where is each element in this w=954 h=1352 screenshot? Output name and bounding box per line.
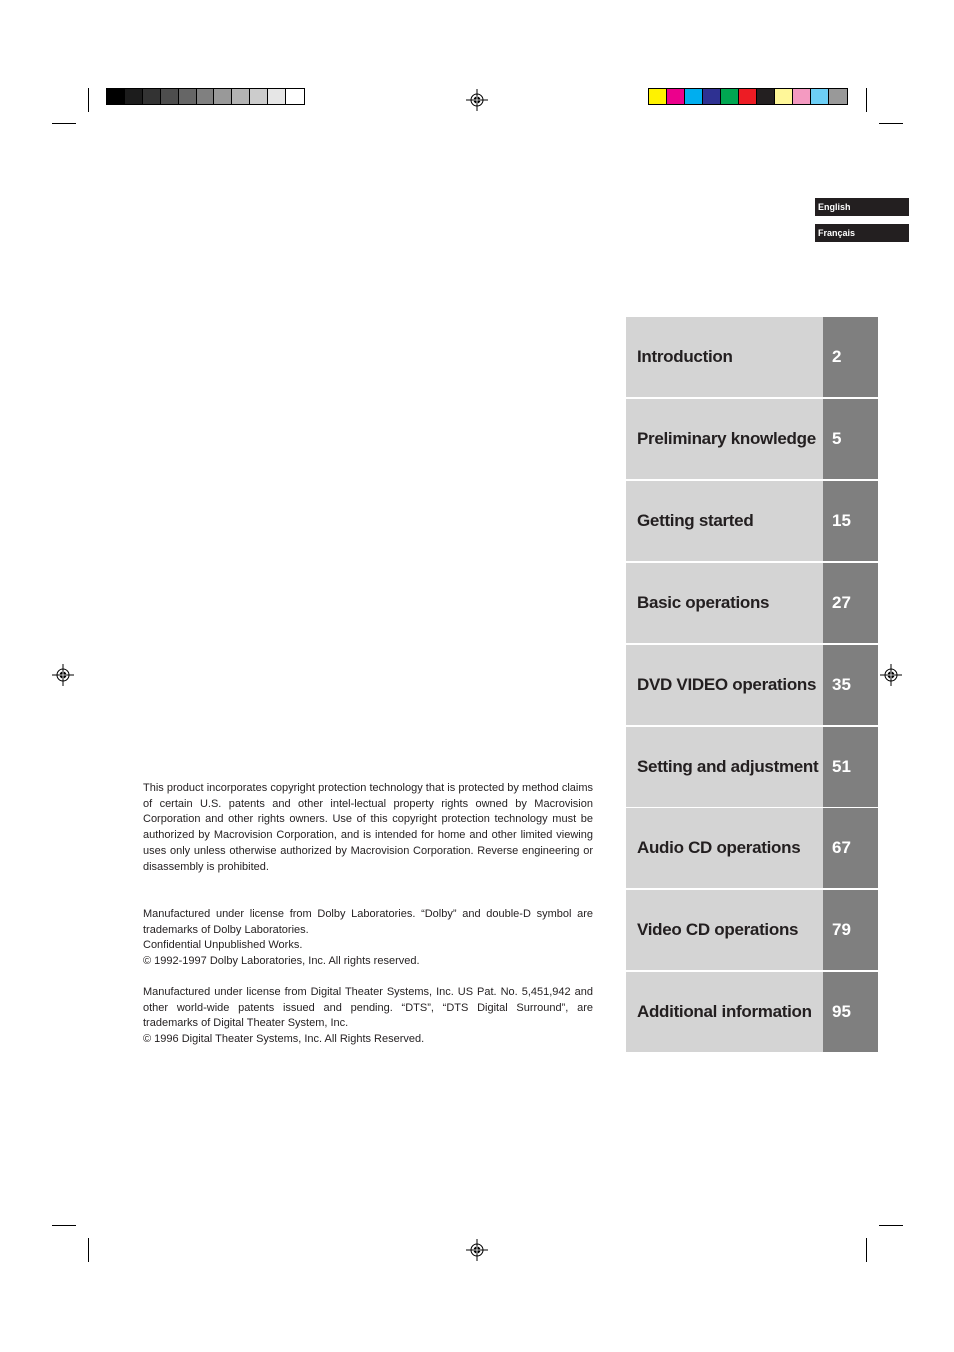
toc-item-title: Preliminary knowledge	[626, 399, 823, 479]
color-swatch	[250, 89, 268, 104]
dolby-notice	[143, 907, 593, 970]
color-swatch	[685, 89, 703, 104]
registration-mark-icon	[880, 664, 902, 686]
toc-item-dvd-video-operations[interactable]	[626, 645, 878, 725]
toc-item-getting-started[interactable]	[626, 481, 878, 561]
toc-item-page: 2	[823, 317, 878, 397]
language-tab-french[interactable]: Français	[815, 224, 909, 242]
color-swatch	[197, 89, 215, 104]
color-swatch	[811, 89, 829, 104]
dts-text: Manufactured under license from Digital Theater Systems, Inc. US Pat. No. 5,451,942 and other world-wide patents issued and pending. “DTS”, “DTS Digital Surround”, are trademarks of Digital Theater System, Inc.	[143, 986, 593, 1030]
toc-item-page: 27	[823, 563, 878, 643]
color-swatch	[179, 89, 197, 104]
toc-item-page: 35	[823, 645, 878, 725]
crop-mark-bottom-right-h	[879, 1225, 903, 1226]
toc-item-page: 95	[823, 972, 878, 1052]
crop-mark-bottom-right-v	[866, 1238, 867, 1262]
toc-item-title: Getting started	[626, 481, 823, 561]
color-swatch	[232, 89, 250, 104]
color-swatch	[286, 89, 304, 104]
toc-item-page: 67	[823, 808, 878, 888]
toc-item-title: DVD VIDEO operations	[626, 645, 823, 725]
color-swatch	[649, 89, 667, 104]
dolby-copyright: © 1992-1997 Dolby Laboratories, Inc. All rights reserved.	[143, 955, 420, 968]
color-swatch	[829, 89, 847, 104]
toc-item-page: 51	[823, 727, 878, 807]
toc-item-page: 79	[823, 890, 878, 970]
toc-item-title: Audio CD operations	[626, 808, 823, 888]
toc-item-basic-operations[interactable]	[626, 563, 878, 643]
color-swatch	[721, 89, 739, 104]
color-swatch	[107, 89, 125, 104]
toc-item-setting-and-adjustment[interactable]	[626, 727, 878, 807]
registration-mark-icon	[52, 664, 74, 686]
toc-item-audio-cd-operations[interactable]	[626, 808, 878, 888]
color-swatch	[757, 89, 775, 104]
macrovision-text: This product incorporates copyright protection technology that is protected by method claims of certain U.S. patents and other intel-lectual property rights owned by Macrovision Corporation and other rights owners. Use of this copyright protection technology must be authorized by Macrovision Corporation, and is intended for home and other limited viewing uses only unless otherwise authorized by Macrovision Corporation. Reverse engineering or disassembly is prohibited.	[143, 782, 593, 873]
toc-item-page: 15	[823, 481, 878, 561]
toc-item-title: Setting and adjustment	[626, 727, 823, 807]
color-swatch	[793, 89, 811, 104]
language-tab-english[interactable]: English	[815, 198, 909, 216]
toc-item-introduction[interactable]	[626, 317, 878, 397]
crop-mark-top-right-v	[866, 88, 867, 112]
color-swatch	[125, 89, 143, 104]
toc-item-preliminary-knowledge[interactable]	[626, 399, 878, 479]
color-swatch	[214, 89, 232, 104]
crop-mark-bottom-left-h	[52, 1225, 76, 1226]
dts-copyright: © 1996 Digital Theater Systems, Inc. All Rights Reserved.	[143, 1033, 425, 1046]
dolby-text: Manufactured under license from Dolby Laboratories. “Dolby” and double-D symbol are trademarks of Dolby Laboratories.	[143, 908, 593, 936]
color-swatch	[703, 89, 721, 104]
color-swatch	[161, 89, 179, 104]
toc-item-title: Video CD operations	[626, 890, 823, 970]
color-swatch	[739, 89, 757, 104]
crop-mark-top-left-v	[88, 88, 89, 112]
toc-item-video-cd-operations[interactable]	[626, 890, 878, 970]
toc-item-title: Additional information	[626, 972, 823, 1052]
registration-mark-icon	[466, 89, 488, 111]
grayscale-color-bar	[106, 88, 305, 105]
dolby-confidential: Confidential Unpublished Works.	[143, 939, 303, 952]
color-swatch	[775, 89, 793, 104]
toc-item-title: Basic operations	[626, 563, 823, 643]
toc-item-additional-information[interactable]	[626, 972, 878, 1052]
crop-mark-top-left-h	[52, 123, 76, 124]
macrovision-notice	[143, 781, 593, 875]
dts-notice	[143, 985, 593, 1048]
process-color-bar	[648, 88, 848, 105]
color-swatch	[143, 89, 161, 104]
color-swatch	[667, 89, 685, 104]
crop-mark-top-right-h	[879, 123, 903, 124]
color-swatch	[268, 89, 286, 104]
registration-mark-icon	[466, 1239, 488, 1261]
toc-item-page: 5	[823, 399, 878, 479]
crop-mark-bottom-left-v	[88, 1238, 89, 1262]
toc-item-title: Introduction	[626, 317, 823, 397]
